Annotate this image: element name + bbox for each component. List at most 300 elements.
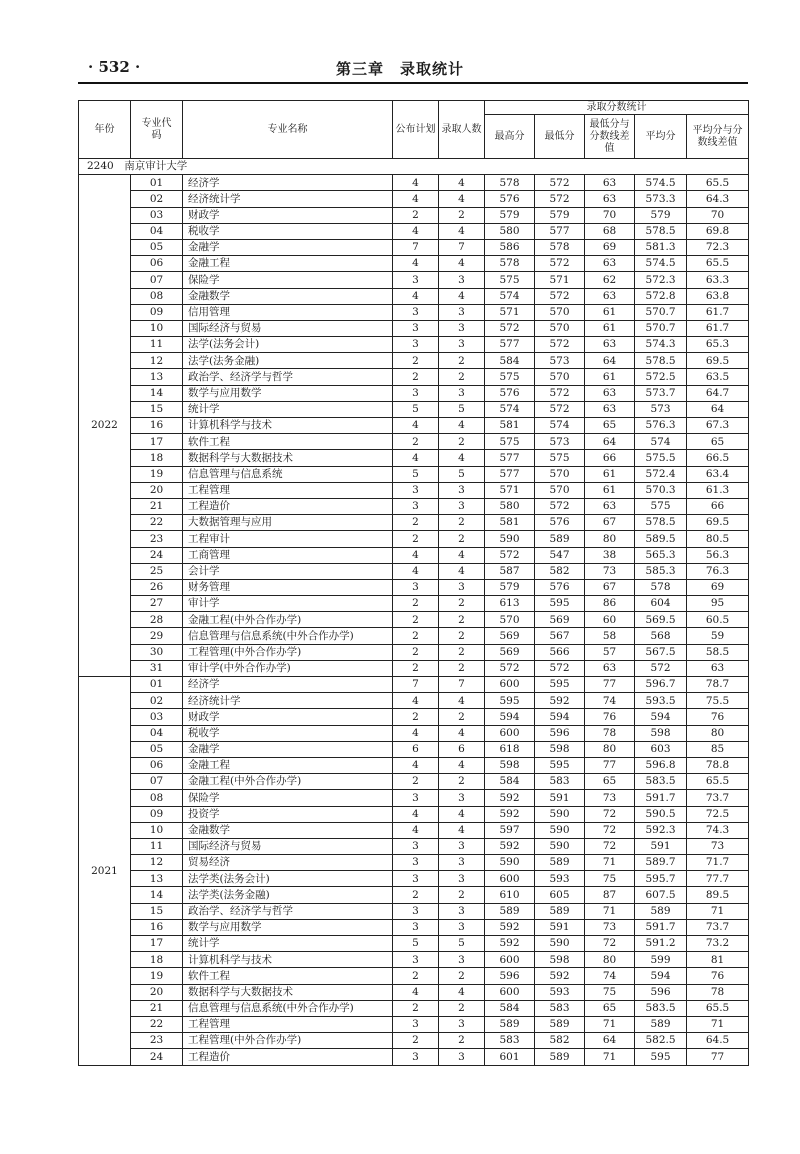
major-name-cell: 金融工程 <box>183 757 393 773</box>
year-cell: 2022 <box>79 175 131 677</box>
table-row <box>79 628 749 644</box>
admitted-cell: 2 <box>439 1000 485 1016</box>
code-cell: 23 <box>131 1033 183 1049</box>
plan-cell: 2 <box>393 968 439 984</box>
avg-diff-cell: 65.5 <box>687 1000 749 1016</box>
plan-cell: 4 <box>393 725 439 741</box>
table-row <box>79 677 749 693</box>
min-diff-cell: 65 <box>585 418 635 434</box>
max-cell: 600 <box>485 984 535 1000</box>
avg-cell: 573.7 <box>635 385 687 401</box>
min-cell: 578 <box>535 239 585 255</box>
code-cell: 07 <box>131 774 183 790</box>
major-name-cell: 国际经济与贸易 <box>183 838 393 854</box>
admitted-cell: 3 <box>439 498 485 514</box>
code-cell: 24 <box>131 547 183 563</box>
major-name-cell: 数学与应用数学 <box>183 385 393 401</box>
min-diff-cell: 69 <box>585 239 635 255</box>
major-name-cell: 统计学 <box>183 936 393 952</box>
min-diff-cell: 80 <box>585 741 635 757</box>
avg-cell: 579 <box>635 207 687 223</box>
plan-cell: 4 <box>393 547 439 563</box>
plan-cell: 4 <box>393 806 439 822</box>
max-cell: 590 <box>485 531 535 547</box>
major-name-cell: 经济统计学 <box>183 191 393 207</box>
min-diff-cell: 61 <box>585 320 635 336</box>
min-cell: 605 <box>535 887 585 903</box>
major-name-cell: 会计学 <box>183 563 393 579</box>
min-cell: 572 <box>535 288 585 304</box>
plan-cell: 2 <box>393 596 439 612</box>
min-cell: 595 <box>535 677 585 693</box>
avg-diff-cell: 73 <box>687 838 749 854</box>
min-cell: 575 <box>535 450 585 466</box>
code-cell: 16 <box>131 919 183 935</box>
min-cell: 572 <box>535 498 585 514</box>
min-cell: 579 <box>535 207 585 223</box>
admitted-cell: 3 <box>439 320 485 336</box>
avg-diff-cell: 61.3 <box>687 482 749 498</box>
code-cell: 04 <box>131 725 183 741</box>
table-row <box>79 1049 749 1065</box>
code-cell: 19 <box>131 968 183 984</box>
max-cell: 601 <box>485 1049 535 1065</box>
min-diff-cell: 71 <box>585 903 635 919</box>
major-name-cell: 信息管理与信息系统 <box>183 466 393 482</box>
max-cell: 577 <box>485 337 535 353</box>
major-name-cell: 政治学、经济学与哲学 <box>183 369 393 385</box>
min-diff-cell: 63 <box>585 337 635 353</box>
table-row <box>79 919 749 935</box>
code-cell: 22 <box>131 515 183 531</box>
min-cell: 573 <box>535 353 585 369</box>
header-rule <box>78 82 748 84</box>
min-cell: 593 <box>535 984 585 1000</box>
table-row <box>79 855 749 871</box>
min-cell: 572 <box>535 175 585 191</box>
avg-diff-cell: 73.7 <box>687 790 749 806</box>
table-row <box>79 418 749 434</box>
admitted-cell: 5 <box>439 401 485 417</box>
table-header <box>79 101 749 159</box>
min-diff-cell: 74 <box>585 693 635 709</box>
max-cell: 595 <box>485 693 535 709</box>
min-cell: 582 <box>535 1033 585 1049</box>
table-row <box>79 175 749 191</box>
avg-diff-cell: 76 <box>687 709 749 725</box>
table-row <box>79 401 749 417</box>
major-name-cell: 工程管理 <box>183 482 393 498</box>
table-row <box>79 385 749 401</box>
avg-diff-cell: 65.5 <box>687 256 749 272</box>
table-row <box>79 353 749 369</box>
min-diff-cell: 72 <box>585 806 635 822</box>
major-name-cell: 大数据管理与应用 <box>183 515 393 531</box>
admitted-cell: 2 <box>439 596 485 612</box>
admitted-cell: 4 <box>439 191 485 207</box>
avg-cell: 589.5 <box>635 531 687 547</box>
avg-diff-cell: 59 <box>687 628 749 644</box>
code-cell: 09 <box>131 806 183 822</box>
plan-cell: 2 <box>393 369 439 385</box>
code-cell: 11 <box>131 838 183 854</box>
table-row <box>79 741 749 757</box>
max-cell: 572 <box>485 660 535 676</box>
min-diff-cell: 38 <box>585 547 635 563</box>
avg-diff-cell: 78 <box>687 984 749 1000</box>
plan-cell: 2 <box>393 774 439 790</box>
plan-cell: 4 <box>393 256 439 272</box>
header-year: 年份 <box>79 101 131 159</box>
major-name-cell: 财政学 <box>183 709 393 725</box>
plan-cell: 3 <box>393 1016 439 1032</box>
min-cell: 598 <box>535 952 585 968</box>
code-cell: 14 <box>131 385 183 401</box>
plan-cell: 3 <box>393 871 439 887</box>
table-row <box>79 936 749 952</box>
code-cell: 02 <box>131 191 183 207</box>
plan-cell: 2 <box>393 207 439 223</box>
avg-diff-cell: 78.7 <box>687 677 749 693</box>
max-cell: 579 <box>485 579 535 595</box>
table-row <box>79 482 749 498</box>
admitted-cell: 2 <box>439 887 485 903</box>
plan-cell: 3 <box>393 320 439 336</box>
max-cell: 592 <box>485 806 535 822</box>
avg-diff-cell: 63.4 <box>687 466 749 482</box>
max-cell: 586 <box>485 239 535 255</box>
plan-cell: 3 <box>393 919 439 935</box>
avg-diff-cell: 64.5 <box>687 1033 749 1049</box>
page-number: · 532 · <box>88 58 141 76</box>
header-min: 最低分 <box>535 115 585 159</box>
admission-table <box>78 100 749 1066</box>
min-cell: 570 <box>535 482 585 498</box>
avg-cell: 570.7 <box>635 304 687 320</box>
admitted-cell: 3 <box>439 903 485 919</box>
major-name-cell: 保险学 <box>183 272 393 288</box>
plan-cell: 5 <box>393 936 439 952</box>
min-cell: 571 <box>535 272 585 288</box>
min-diff-cell: 76 <box>585 709 635 725</box>
avg-cell: 583.5 <box>635 1000 687 1016</box>
admitted-cell: 3 <box>439 304 485 320</box>
header-max: 最高分 <box>485 115 535 159</box>
avg-cell: 594 <box>635 968 687 984</box>
max-cell: 600 <box>485 725 535 741</box>
min-cell: 589 <box>535 1049 585 1065</box>
table-row <box>79 223 749 239</box>
code-cell: 19 <box>131 466 183 482</box>
admitted-cell: 4 <box>439 725 485 741</box>
admitted-cell: 3 <box>439 482 485 498</box>
avg-diff-cell: 69.5 <box>687 353 749 369</box>
avg-cell: 596.8 <box>635 757 687 773</box>
avg-diff-cell: 69 <box>687 579 749 595</box>
min-cell: 566 <box>535 644 585 660</box>
min-cell: 592 <box>535 968 585 984</box>
code-cell: 29 <box>131 628 183 644</box>
code-cell: 02 <box>131 693 183 709</box>
min-diff-cell: 73 <box>585 563 635 579</box>
min-cell: 595 <box>535 596 585 612</box>
code-cell: 12 <box>131 353 183 369</box>
table-row <box>79 822 749 838</box>
max-cell: 587 <box>485 563 535 579</box>
max-cell: 578 <box>485 256 535 272</box>
min-cell: 572 <box>535 191 585 207</box>
max-cell: 594 <box>485 709 535 725</box>
max-cell: 572 <box>485 547 535 563</box>
admitted-cell: 4 <box>439 288 485 304</box>
plan-cell: 3 <box>393 385 439 401</box>
code-cell: 14 <box>131 887 183 903</box>
admitted-cell: 2 <box>439 660 485 676</box>
table-row <box>79 515 749 531</box>
min-diff-cell: 57 <box>585 644 635 660</box>
code-cell: 20 <box>131 482 183 498</box>
avg-cell: 595 <box>635 1049 687 1065</box>
min-cell: 591 <box>535 919 585 935</box>
avg-cell: 572.4 <box>635 466 687 482</box>
plan-cell: 2 <box>393 353 439 369</box>
max-cell: 610 <box>485 887 535 903</box>
code-cell: 07 <box>131 272 183 288</box>
major-name-cell: 经济学 <box>183 175 393 191</box>
plan-cell: 3 <box>393 272 439 288</box>
avg-diff-cell: 71.7 <box>687 855 749 871</box>
min-cell: 589 <box>535 855 585 871</box>
major-name-cell: 金融学 <box>183 239 393 255</box>
max-cell: 584 <box>485 1000 535 1016</box>
major-name-cell: 数据科学与大数据技术 <box>183 450 393 466</box>
major-name-cell: 金融数学 <box>183 822 393 838</box>
avg-diff-cell: 75.5 <box>687 693 749 709</box>
avg-diff-cell: 73.7 <box>687 919 749 935</box>
avg-cell: 591.7 <box>635 919 687 935</box>
min-cell: 567 <box>535 628 585 644</box>
avg-diff-cell: 76 <box>687 968 749 984</box>
code-cell: 24 <box>131 1049 183 1065</box>
admitted-cell: 4 <box>439 757 485 773</box>
major-name-cell: 软件工程 <box>183 968 393 984</box>
min-cell: 590 <box>535 838 585 854</box>
admitted-cell: 3 <box>439 919 485 935</box>
major-name-cell: 法学类(法务金融) <box>183 887 393 903</box>
code-cell: 31 <box>131 660 183 676</box>
admitted-cell: 7 <box>439 239 485 255</box>
admitted-cell: 2 <box>439 628 485 644</box>
avg-cell: 591 <box>635 838 687 854</box>
major-name-cell: 保险学 <box>183 790 393 806</box>
plan-cell: 2 <box>393 515 439 531</box>
avg-cell: 591.2 <box>635 936 687 952</box>
header-avg-diff: 平均分与分数线差值 <box>687 115 749 159</box>
table-row <box>79 304 749 320</box>
min-diff-cell: 60 <box>585 612 635 628</box>
avg-cell: 572.3 <box>635 272 687 288</box>
admitted-cell: 3 <box>439 838 485 854</box>
admitted-cell: 4 <box>439 223 485 239</box>
code-cell: 03 <box>131 709 183 725</box>
avg-cell: 569.5 <box>635 612 687 628</box>
code-cell: 18 <box>131 952 183 968</box>
admitted-cell: 3 <box>439 871 485 887</box>
min-cell: 583 <box>535 1000 585 1016</box>
min-diff-cell: 71 <box>585 855 635 871</box>
plan-cell: 4 <box>393 822 439 838</box>
min-cell: 570 <box>535 466 585 482</box>
max-cell: 592 <box>485 936 535 952</box>
max-cell: 576 <box>485 191 535 207</box>
min-diff-cell: 67 <box>585 515 635 531</box>
plan-cell: 5 <box>393 466 439 482</box>
code-cell: 04 <box>131 223 183 239</box>
plan-cell: 4 <box>393 693 439 709</box>
admitted-cell: 4 <box>439 256 485 272</box>
code-cell: 15 <box>131 903 183 919</box>
min-cell: 598 <box>535 741 585 757</box>
plan-cell: 4 <box>393 418 439 434</box>
major-name-cell: 投资学 <box>183 806 393 822</box>
admitted-cell: 4 <box>439 175 485 191</box>
min-diff-cell: 71 <box>585 1049 635 1065</box>
avg-diff-cell: 64.3 <box>687 191 749 207</box>
max-cell: 584 <box>485 353 535 369</box>
max-cell: 579 <box>485 207 535 223</box>
min-cell: 582 <box>535 563 585 579</box>
header-min-diff: 最低分与分数线差值 <box>585 115 635 159</box>
max-cell: 600 <box>485 677 535 693</box>
admitted-cell: 3 <box>439 952 485 968</box>
avg-cell: 572.5 <box>635 369 687 385</box>
header-admitted: 录取人数 <box>439 101 485 159</box>
school-cell <box>79 159 749 175</box>
max-cell: 600 <box>485 871 535 887</box>
table-row <box>79 272 749 288</box>
plan-cell: 2 <box>393 1033 439 1049</box>
min-diff-cell: 87 <box>585 887 635 903</box>
max-cell: 571 <box>485 304 535 320</box>
table-row <box>79 952 749 968</box>
avg-cell: 595.7 <box>635 871 687 887</box>
header-avg: 平均分 <box>635 115 687 159</box>
min-diff-cell: 67 <box>585 579 635 595</box>
min-diff-cell: 72 <box>585 838 635 854</box>
admitted-cell: 3 <box>439 337 485 353</box>
header-plan: 公布计划 <box>393 101 439 159</box>
avg-diff-cell: 66.5 <box>687 450 749 466</box>
major-name-cell: 法学类(法务会计) <box>183 871 393 887</box>
plan-cell: 2 <box>393 628 439 644</box>
plan-cell: 3 <box>393 337 439 353</box>
avg-cell: 572 <box>635 660 687 676</box>
avg-cell: 589 <box>635 1016 687 1032</box>
code-cell: 09 <box>131 304 183 320</box>
plan-cell: 4 <box>393 223 439 239</box>
table-row <box>79 434 749 450</box>
code-cell: 12 <box>131 855 183 871</box>
avg-diff-cell: 81 <box>687 952 749 968</box>
max-cell: 572 <box>485 320 535 336</box>
avg-diff-cell: 67.3 <box>687 418 749 434</box>
code-cell: 23 <box>131 531 183 547</box>
admitted-cell: 4 <box>439 563 485 579</box>
code-cell: 05 <box>131 239 183 255</box>
major-name-cell: 金融学 <box>183 741 393 757</box>
admitted-cell: 3 <box>439 790 485 806</box>
min-diff-cell: 75 <box>585 984 635 1000</box>
table-row <box>79 774 749 790</box>
min-diff-cell: 61 <box>585 369 635 385</box>
min-cell: 570 <box>535 304 585 320</box>
avg-cell: 581.3 <box>635 239 687 255</box>
avg-cell: 570.7 <box>635 320 687 336</box>
avg-diff-cell: 65.3 <box>687 337 749 353</box>
min-diff-cell: 86 <box>585 596 635 612</box>
table-row <box>79 757 749 773</box>
min-cell: 572 <box>535 401 585 417</box>
table-row <box>79 1000 749 1016</box>
code-cell: 17 <box>131 434 183 450</box>
avg-cell: 599 <box>635 952 687 968</box>
table-row <box>79 256 749 272</box>
code-cell: 08 <box>131 790 183 806</box>
avg-diff-cell: 77 <box>687 1049 749 1065</box>
min-diff-cell: 63 <box>585 660 635 676</box>
table-row <box>79 709 749 725</box>
major-name-cell: 金融工程 <box>183 256 393 272</box>
plan-cell: 4 <box>393 563 439 579</box>
avg-cell: 596 <box>635 984 687 1000</box>
avg-cell: 583.5 <box>635 774 687 790</box>
plan-cell: 5 <box>393 401 439 417</box>
max-cell: 598 <box>485 757 535 773</box>
avg-cell: 578.5 <box>635 515 687 531</box>
header-score-group: 录取分数统计 <box>485 101 749 115</box>
plan-cell: 3 <box>393 304 439 320</box>
code-cell: 22 <box>131 1016 183 1032</box>
min-diff-cell: 70 <box>585 207 635 223</box>
min-cell: 572 <box>535 660 585 676</box>
max-cell: 571 <box>485 482 535 498</box>
table-body <box>79 159 749 1066</box>
major-name-cell: 工程造价 <box>183 498 393 514</box>
table-row <box>79 887 749 903</box>
major-name-cell: 经济统计学 <box>183 693 393 709</box>
max-cell: 597 <box>485 822 535 838</box>
code-cell: 18 <box>131 450 183 466</box>
code-cell: 16 <box>131 418 183 434</box>
table-row <box>79 790 749 806</box>
max-cell: 600 <box>485 952 535 968</box>
school-code: 2240 <box>87 160 114 173</box>
plan-cell: 4 <box>393 288 439 304</box>
code-cell: 11 <box>131 337 183 353</box>
avg-diff-cell: 60.5 <box>687 612 749 628</box>
avg-cell: 596.7 <box>635 677 687 693</box>
max-cell: 589 <box>485 1016 535 1032</box>
max-cell: 578 <box>485 175 535 191</box>
avg-cell: 578.5 <box>635 353 687 369</box>
table-row <box>79 806 749 822</box>
admitted-cell: 2 <box>439 369 485 385</box>
admitted-cell: 2 <box>439 709 485 725</box>
major-name-cell: 金融工程(中外合作办学) <box>183 774 393 790</box>
min-cell: 573 <box>535 434 585 450</box>
plan-cell: 4 <box>393 191 439 207</box>
min-cell: 589 <box>535 531 585 547</box>
